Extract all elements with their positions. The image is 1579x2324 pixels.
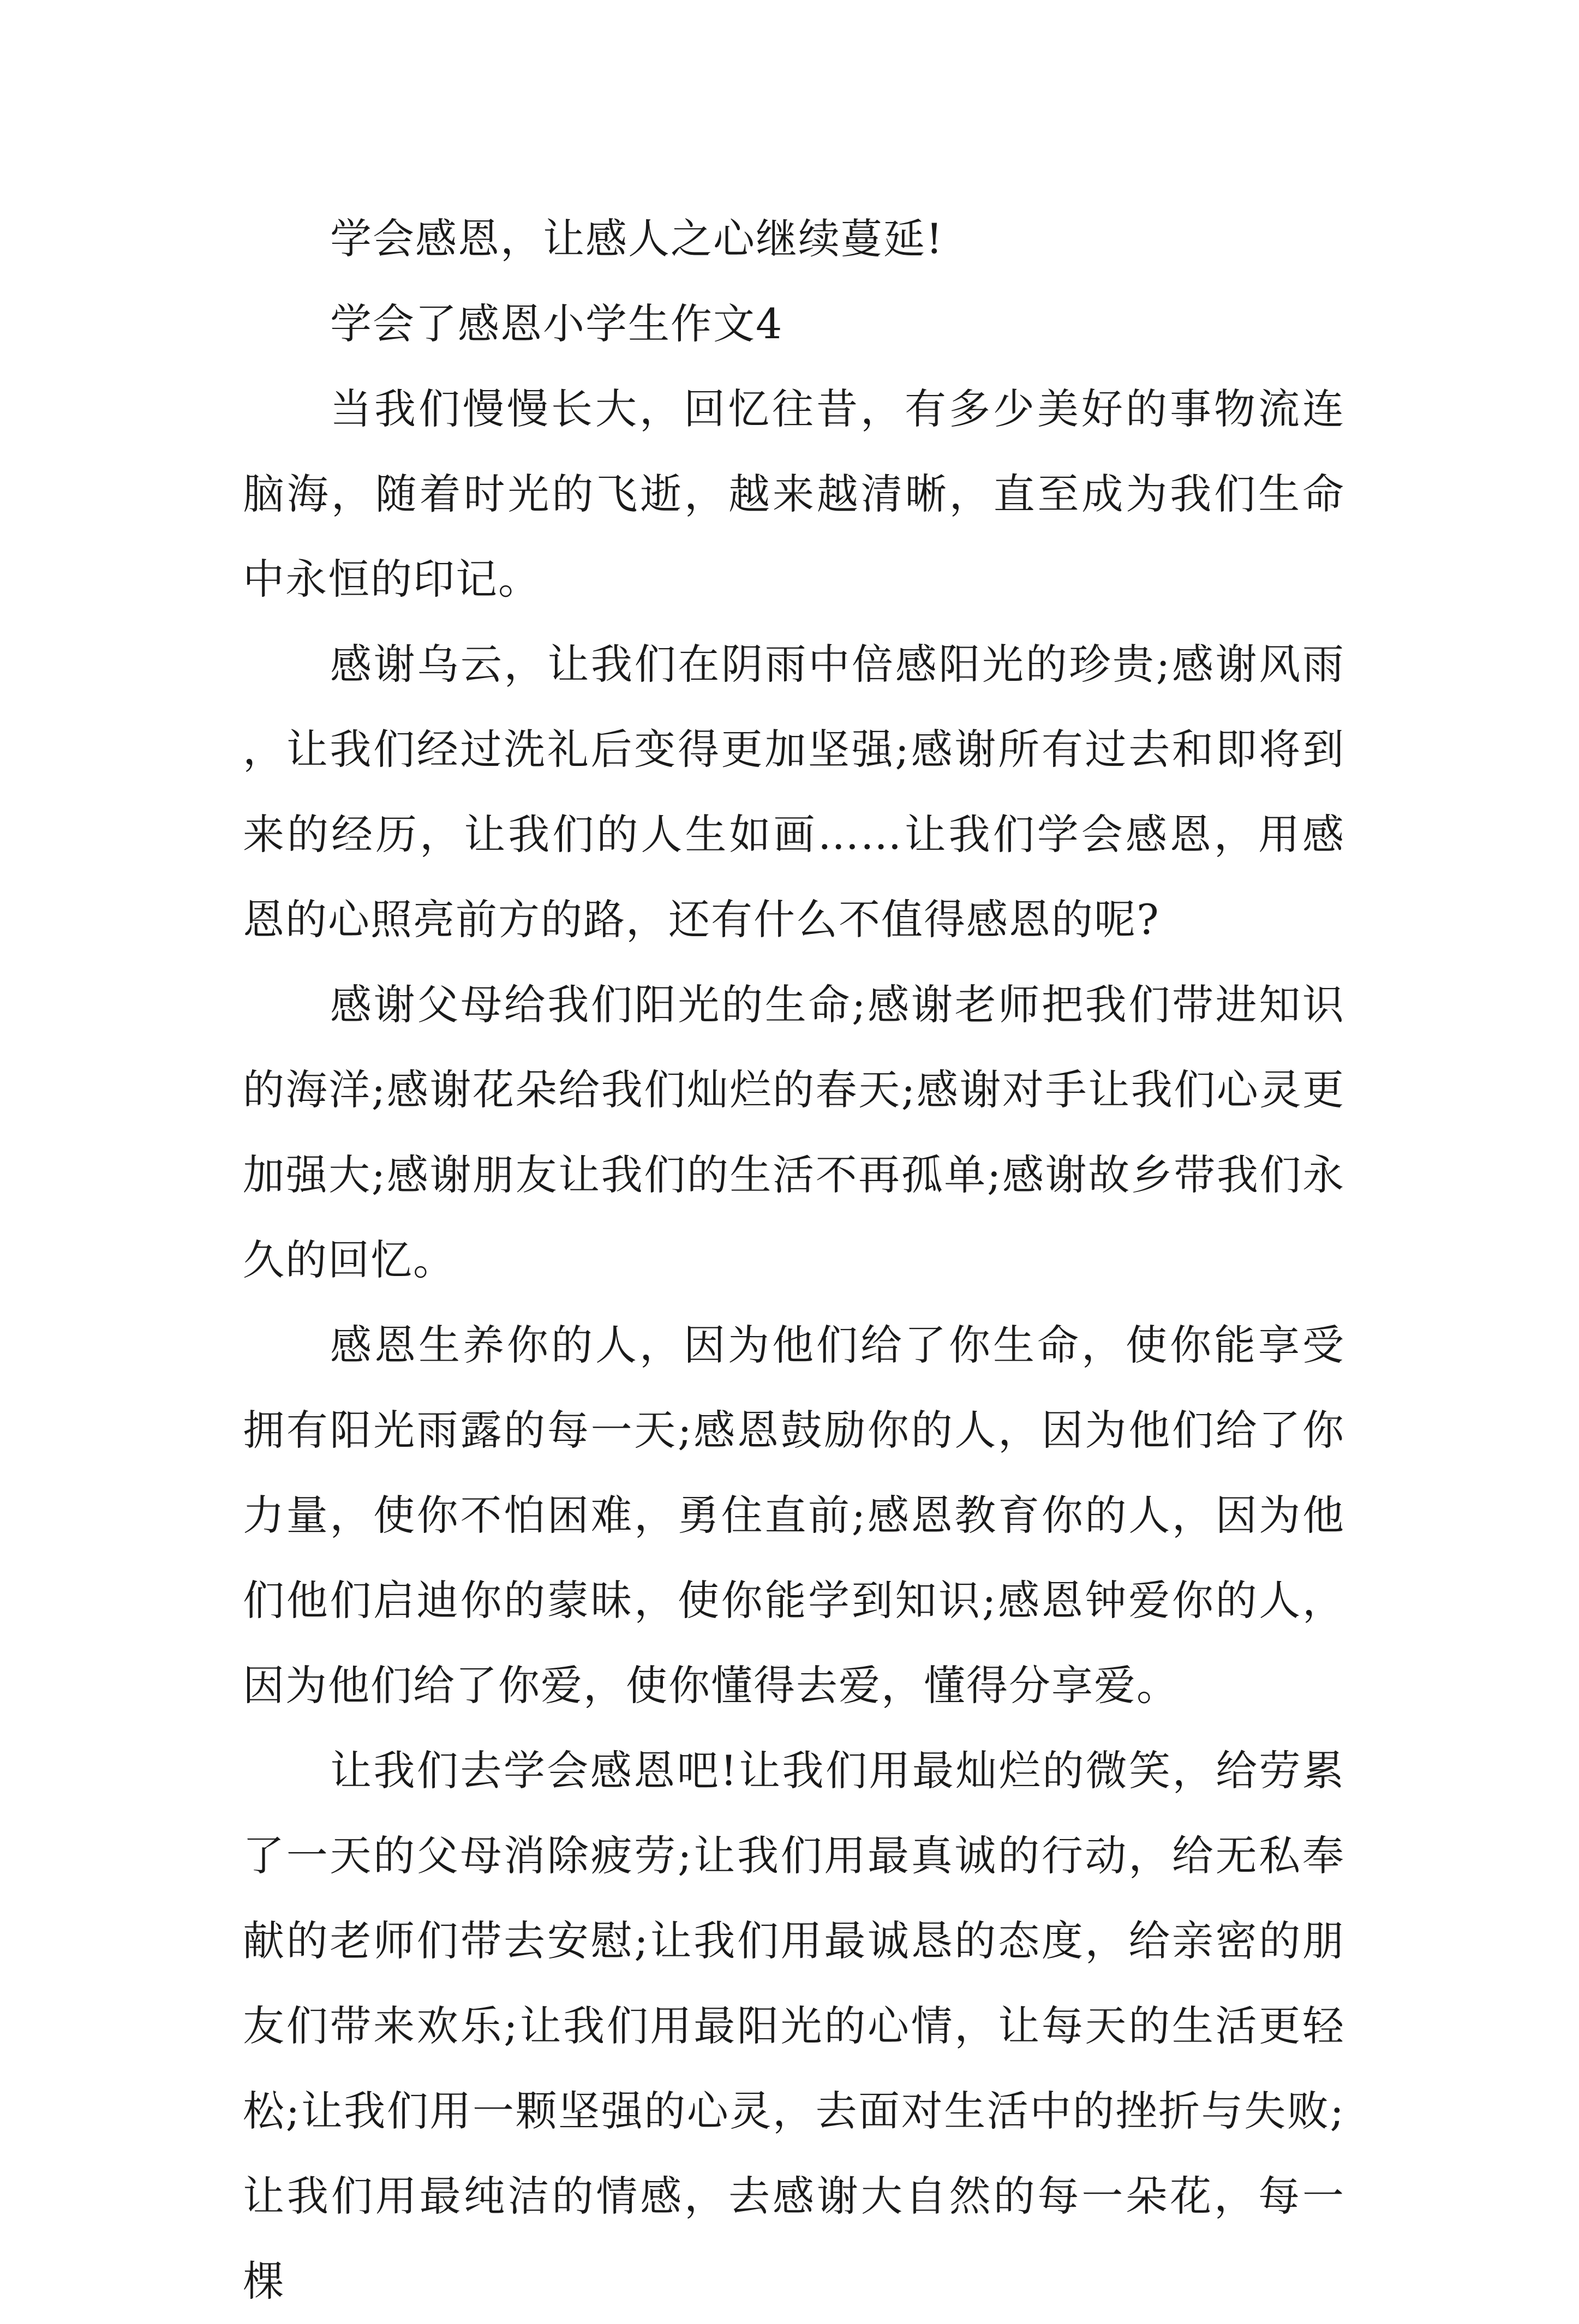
- document-body: [243, 196, 1345, 2324]
- paragraph-3: 感谢父母给我们阳光的生命;感谢老师把我们带进知识的海洋;感谢花朵给我们灿烂的春天;感谢对手让我们心灵更加强大;感谢朋友让我们的生活不再孤单;感谢故乡带我们永久的回忆。: [243, 980, 1345, 1284]
- closing-line: 学会感恩，让感人之心继续蔓延!: [330, 214, 944, 263]
- paragraph-5: 让我们去学会感恩吧!让我们用最灿烂的微笑，给劳累了一天的父母消除疲劳;让我们用最真诚的行动，给无私奉献的老师们带去安慰;让我们用最诚恳的态度，给亲密的朋友们带来欢乐;让我们用最阳光的心情，让每天的生活更轻松;让我们用一颗坚强的心灵，去面对生活中的挫折与失败;让我们用最纯洁的情感，去感谢大自然的每一朵花，每一棵: [243, 1746, 1345, 2305]
- paragraph-4: 感恩生养你的人，因为他们给了你生命，使你能享受拥有阳光雨露的每一天;感恩鼓励你的人，因为他们给了你力量，使你不怕困难，勇住直前;感恩教育你的人，因为他们他们启迪你的蒙昧，使你能学到知识;感恩钟爱你的人，因为他们给了你爱，使你懂得去爱，懂得分享爱。: [243, 1321, 1345, 1710]
- essay-heading: 学会了感恩小学生作文4: [330, 300, 783, 348]
- paragraph-1: 当我们慢慢长大，回忆往昔，有多少美好的事物流连脑海，随着时光的飞逝，越来越清晰，直至成为我们生命中永恒的印记。: [243, 385, 1345, 603]
- paragraph-2: 感谢乌云，让我们在阴雨中倍感阳光的珍贵;感谢风雨，让我们经过洗礼后变得更加坚强;感谢所有过去和即将到来的经历，让我们的人生如画……让我们学会感恩，用感恩的心照亮前方的路，还有什么不值得感恩的呢?: [243, 640, 1345, 944]
